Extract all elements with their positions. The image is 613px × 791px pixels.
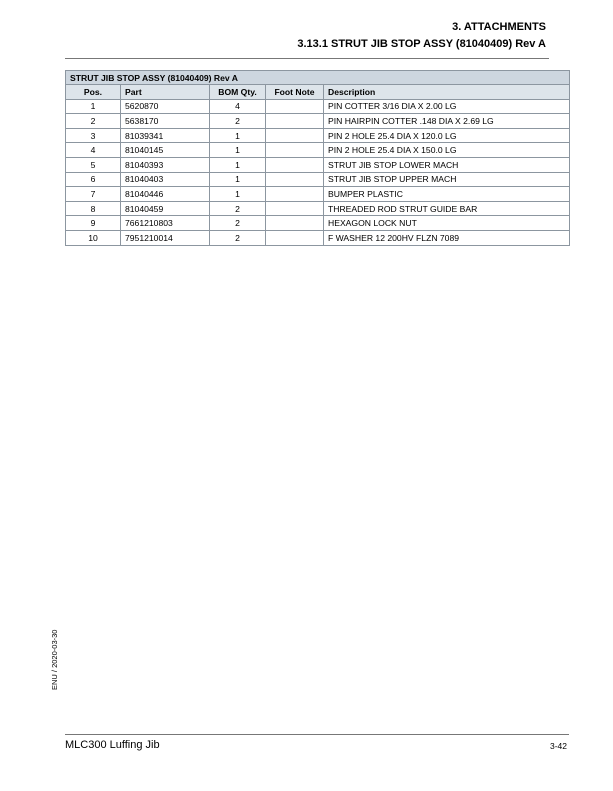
table-header-row <box>66 85 570 100</box>
cell-foot-note <box>266 216 324 231</box>
revision-date-note: ENU / 2020-03-30 <box>50 629 59 690</box>
table-row <box>66 187 570 202</box>
cell-part: 81040393 <box>121 157 210 172</box>
cell-part: 81040145 <box>121 143 210 158</box>
cell-bom-qty: 1 <box>210 143 266 158</box>
col-header-part: Part <box>121 85 210 100</box>
cell-bom-qty: 1 <box>210 187 266 202</box>
cell-foot-note <box>266 157 324 172</box>
cell-description: THREADED ROD STRUT GUIDE BAR <box>324 201 570 216</box>
table-row <box>66 143 570 158</box>
cell-part: 81039341 <box>121 128 210 143</box>
cell-pos: 8 <box>66 201 121 216</box>
table-row <box>66 157 570 172</box>
table-caption: STRUT JIB STOP ASSY (81040409) Rev A <box>66 71 570 85</box>
cell-foot-note <box>266 187 324 202</box>
parts-table <box>65 70 570 246</box>
cell-bom-qty: 4 <box>210 99 266 114</box>
cell-part: 81040403 <box>121 172 210 187</box>
cell-foot-note <box>266 114 324 129</box>
cell-pos: 1 <box>66 99 121 114</box>
table-row <box>66 128 570 143</box>
cell-pos: 3 <box>66 128 121 143</box>
table-body <box>66 99 570 245</box>
cell-pos: 7 <box>66 187 121 202</box>
cell-pos: 9 <box>66 216 121 231</box>
col-header-bom-qty: BOM Qty. <box>210 85 266 100</box>
table-row <box>66 201 570 216</box>
cell-foot-note <box>266 172 324 187</box>
cell-description: HEXAGON LOCK NUT <box>324 216 570 231</box>
footer-divider <box>65 734 569 735</box>
table-row <box>66 172 570 187</box>
header-divider <box>65 58 549 59</box>
cell-description: PIN 2 HOLE 25.4 DIA X 150.0 LG <box>324 143 570 158</box>
cell-foot-note <box>266 128 324 143</box>
cell-part: 5638170 <box>121 114 210 129</box>
table-row <box>66 99 570 114</box>
cell-description: PIN 2 HOLE 25.4 DIA X 120.0 LG <box>324 128 570 143</box>
cell-foot-note <box>266 201 324 216</box>
cell-foot-note <box>266 143 324 158</box>
cell-part: 7661210803 <box>121 216 210 231</box>
table-row <box>66 216 570 231</box>
cell-pos: 6 <box>66 172 121 187</box>
cell-part: 5620870 <box>121 99 210 114</box>
col-header-foot-note: Foot Note <box>266 85 324 100</box>
table-row <box>66 230 570 245</box>
cell-bom-qty: 2 <box>210 216 266 231</box>
cell-foot-note <box>266 230 324 245</box>
chapter-title: 3. ATTACHMENTS <box>452 21 546 33</box>
cell-description: F WASHER 12 200HV FLZN 7089 <box>324 230 570 245</box>
cell-bom-qty: 2 <box>210 230 266 245</box>
cell-pos: 10 <box>66 230 121 245</box>
footer-title: MLC300 Luffing Jib <box>65 739 160 751</box>
col-header-pos: Pos. <box>66 85 121 100</box>
cell-description: PIN COTTER 3/16 DIA X 2.00 LG <box>324 99 570 114</box>
col-header-description: Description <box>324 85 570 100</box>
cell-part: 7951210014 <box>121 230 210 245</box>
cell-part: 81040459 <box>121 201 210 216</box>
cell-bom-qty: 2 <box>210 114 266 129</box>
cell-bom-qty: 1 <box>210 172 266 187</box>
cell-foot-note <box>266 99 324 114</box>
cell-description: BUMPER PLASTIC <box>324 187 570 202</box>
section-title: 3.13.1 STRUT JIB STOP ASSY (81040409) Rev A <box>297 38 546 50</box>
cell-bom-qty: 1 <box>210 157 266 172</box>
page-number: 3-42 <box>549 741 567 751</box>
cell-bom-qty: 2 <box>210 201 266 216</box>
cell-pos: 2 <box>66 114 121 129</box>
cell-description: STRUT JIB STOP LOWER MACH <box>324 157 570 172</box>
cell-part: 81040446 <box>121 187 210 202</box>
cell-pos: 4 <box>66 143 121 158</box>
cell-description: PIN HAIRPIN COTTER .148 DIA X 2.69 LG <box>324 114 570 129</box>
cell-bom-qty: 1 <box>210 128 266 143</box>
cell-description: STRUT JIB STOP UPPER MACH <box>324 172 570 187</box>
cell-pos: 5 <box>66 157 121 172</box>
table-row <box>66 114 570 129</box>
